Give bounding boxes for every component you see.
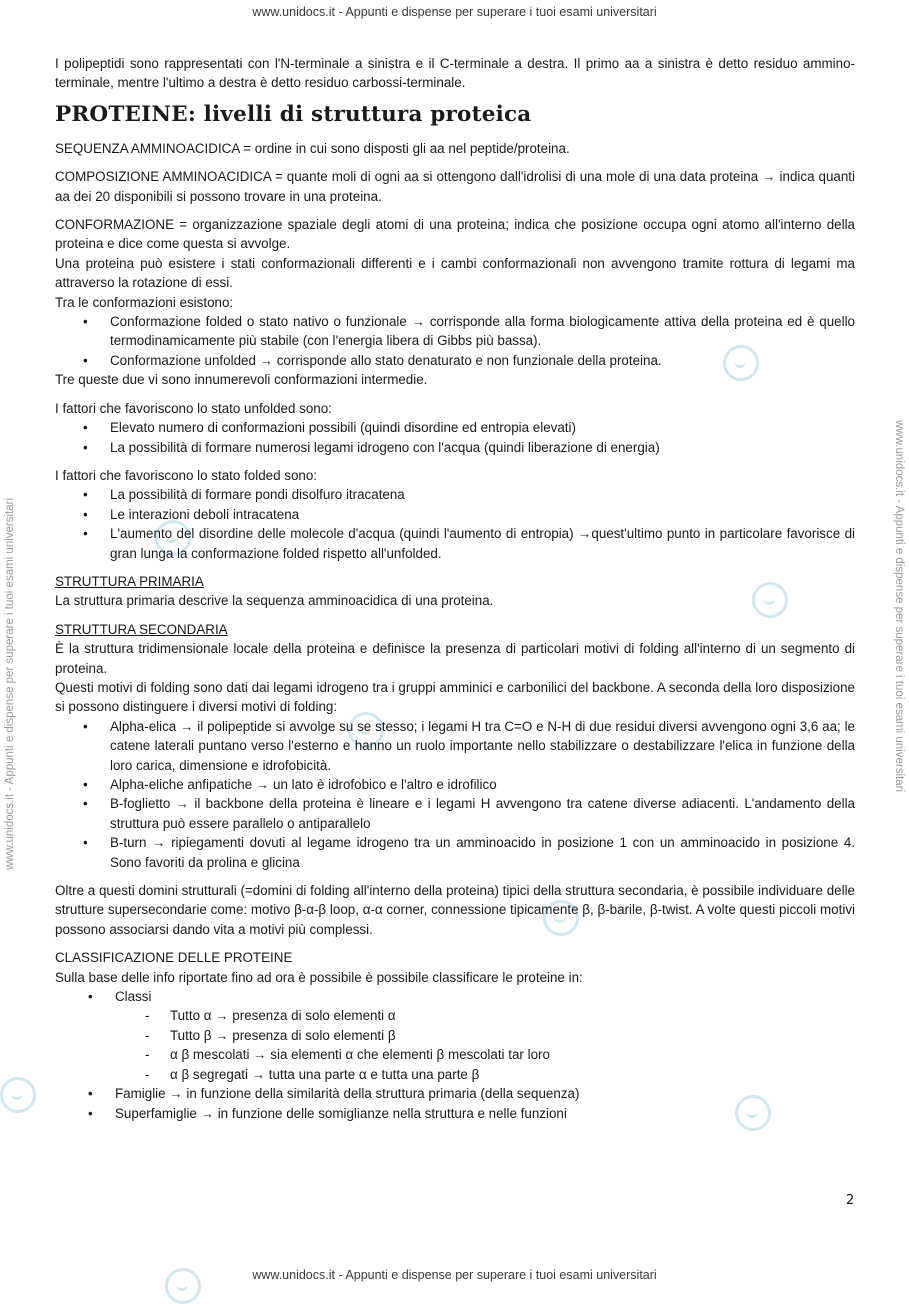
unidocs-logo-icon [0, 1077, 36, 1113]
list-item: • B-turn → ripiegamenti dovuti al legame idrogeno tra un amminoacido in posizione 1 con un amminoacido in posizione 4. Sono favoriti da prolina e glicina [55, 833, 855, 872]
list-item: - α β segregati → tutta una parte α e tutta una parte β [55, 1065, 855, 1084]
list-item: • La possibilità di formare numerosi legami idrogeno con l'acqua (quindi liberazione di energia) [55, 438, 855, 457]
list-item: • Famiglie → in funzione della similarità della struttura primaria (della sequenza) [55, 1084, 855, 1103]
folding-motifs-list [55, 717, 855, 872]
list-item: • Conformazione unfolded → corrisponde allo stato denaturato e non funzionale della proteina. [55, 351, 855, 370]
list-item: • Alpha-elica → il polipeptide si avvolge su se stesso; i legami H tra C=O e N-H di due residui diversi avvengono ogni 3,6 aa; le catene laterali puntano verso l'esterno e hanno un ruolo importante nello stabilizzare o destabilizzare l'elica in funzione della loro carica, dimensione e idrofobicità. [55, 717, 855, 775]
conformazione-list-intro: Tra le conformazioni esistono: [55, 294, 234, 310]
struttura-secondaria-heading: STRUTTURA SECONDARIA [55, 621, 228, 637]
folded-list [55, 485, 855, 563]
list-item: • Elevato numero di conformazioni possibili (quindi disordine ed entropia elevati) [55, 418, 855, 437]
famiglie-list [55, 1084, 855, 1123]
list-item: • Alpha-eliche anfipatiche → un lato è idrofobico e l'altro e idrofilico [55, 775, 855, 794]
struttura-secondaria-p2: Questi motivi di folding sono dati dai legami idrogeno tra i gruppi amminici e carbonilici del backbone. A seconda della loro disposizione si possono distinguere i diversi motivi di folding: [55, 679, 855, 715]
document-body [55, 54, 855, 1123]
classi-label: Classi [115, 989, 152, 1005]
struttura-secondaria-p1: È la struttura tridimensionale locale della proteina e definisce la presenza di particolari motivi di folding all'interno di un segmento di proteina. [55, 641, 855, 676]
list-item: • Superfamiglie → in funzione delle somiglianze nella struttura e nelle funzioni [55, 1104, 855, 1123]
list-item: • Conformazione folded o stato nativo o funzionale → corrisponde alla forma biologicamente attiva della proteina ed è quello termodinamicamente più stabile (con l'energia libera di Gibbs più bassa). [55, 312, 855, 351]
right-margin-watermark: www.unidocs.it - Appunti e dispense per superare i tuoi esami universitari [893, 420, 905, 793]
conformazioni-list [55, 312, 855, 370]
left-margin-watermark: www.unidocs.it - Appunti e dispense per superare i tuoi esami universitari [4, 497, 16, 870]
folded-intro: I fattori che favoriscono lo stato folded sono: [55, 467, 318, 483]
list-item: • Le interazioni deboli intracatena [55, 505, 855, 524]
conformazione-intermedie: Tre queste due vi sono innumerevoli conformazioni intermedie. [55, 372, 428, 388]
bottom-banner: www.unidocs.it - Appunti e dispense per superare i tuoi esami universitari [252, 1268, 657, 1282]
classi-sublist [55, 1006, 855, 1084]
list-item [55, 987, 855, 1006]
classificazione-intro: Sulla base delle info riportate fino ad ora è possibile è possibile classificare le proteine in: [55, 969, 583, 985]
unfolded-list [55, 418, 855, 457]
conformazione-paragraph: Una proteina può esistere i stati conformazionali differenti e i cambi conformazionali non avvengono tramite rottura di legami ma attraverso la rotazione di essi. [55, 255, 855, 291]
supersecondarie-paragraph: Oltre a questi domini strutturali (=domini di folding all'interno della proteina) tipici della struttura secondaria, è possibile individuare delle strutture supersecondarie come: motivo β-α-β loop, α-α corner, connessione tipicamente β, β-barile, β-twist. A volte questi piccoli motivi possono associarsi dando vita a motivi più complessi. [55, 883, 855, 937]
unfolded-intro: I fattori che favoriscono lo stato unfolded sono: [55, 400, 332, 416]
classificazione-list [55, 987, 855, 1006]
list-item: - Tutto β → presenza di solo elementi β [55, 1026, 855, 1045]
page-number: 2 [846, 1193, 855, 1208]
intro-paragraph: I polipeptidi sono rappresentati con l'N-terminale a sinistra e il C-terminale a destra. Il primo aa a sinistra è detto residuo ammino-terminale, mentre l'ultimo a destra è detto residuo carbossi-terminale. [55, 56, 855, 91]
conformazione-definition: CONFORMAZIONE = organizzazione spaziale degli atomi di una proteina; indica che posizione occupa ogni atomo all'interno della proteina e dice come questa si avvolge. [55, 217, 855, 252]
composizione-paragraph: COMPOSIZIONE AMMINOACIDICA = quante moli di ogni aa si ottengono dall'idrolisi di una mole di una data proteina → indica quanti aa dei 20 disponibili si possono trovare in una proteina. [55, 169, 855, 204]
list-item: • L'aumento del disordine delle molecole d'acqua (quindi l'aumento di entropia) →quest'ultimo punto in particolare favorisce di gran lunga la conformazione folded rispetto all'unfolded. [55, 524, 855, 563]
struttura-primaria-heading: STRUTTURA PRIMARIA [55, 573, 204, 589]
list-item: • B-foglietto → il backbone della proteina è lineare e i legami H avvengono tra catene diverse adiacenti. L'andamento della struttura può essere parallelo o antiparallelo [55, 794, 855, 833]
struttura-primaria-text: La struttura primaria descrive la sequenza amminoacidica di una proteina. [55, 593, 494, 609]
classificazione-heading: CLASSIFICAZIONE DELLE PROTEINE [55, 950, 293, 966]
list-item: - α β mescolati → sia elementi α che elementi β mescolati tar loro [55, 1045, 855, 1064]
sequenza-paragraph: SEQUENZA AMMINOACIDICA = ordine in cui sono disposti gli aa nel peptide/proteina. [55, 140, 570, 156]
list-item: • La possibilità di formare pondi disolfuro itracatena [55, 485, 855, 504]
list-item: - Tutto α → presenza di solo elementi α [55, 1006, 855, 1025]
top-banner: www.unidocs.it - Appunti e dispense per superare i tuoi esami universitari [252, 5, 657, 19]
page-title: PROTEINE: livelli di struttura proteica [55, 101, 532, 127]
